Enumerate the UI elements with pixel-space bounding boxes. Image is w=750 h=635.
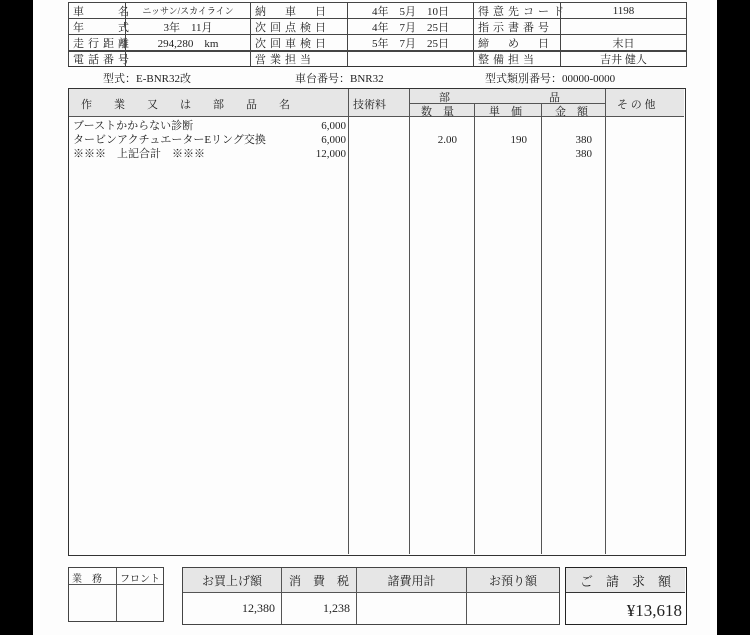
amount: 380 — [575, 134, 592, 146]
header-amount: 金 額 — [555, 106, 588, 118]
staff-front-label: フロント — [120, 574, 160, 585]
header-unit: 単 価 — [489, 106, 522, 118]
field-value: ニッサン/スカイライン — [125, 2, 251, 19]
field-value: 4年 7月 25日 — [347, 18, 474, 35]
totals-value — [466, 593, 559, 624]
unit-price: 190 — [510, 134, 527, 146]
quantity: 2.00 — [437, 134, 457, 146]
tech-fee: 6,000 — [321, 120, 346, 132]
field-label: 得意先コード — [473, 2, 561, 19]
totals-value — [356, 593, 466, 624]
header-tech: 技術料 — [353, 99, 386, 111]
field-label: 指示書番号 — [473, 18, 561, 35]
field-value: 5年 7月 25日 — [347, 34, 474, 51]
field-label: 締 め 日 — [473, 34, 561, 51]
field-label: 整備担当 — [473, 51, 561, 67]
field-label: 電話番号 — [68, 51, 126, 67]
field-value: 末日 — [560, 34, 687, 51]
totals-header: お買上げ額 — [201, 574, 262, 588]
invoice-total-box — [565, 567, 687, 625]
model-class-number: 型式類別番号：00000-0000 — [485, 73, 616, 85]
totals-header: お預り額 — [466, 568, 559, 593]
chassis-number: 車台番号：BNR32 — [295, 73, 384, 85]
field-value: 1198 — [560, 2, 687, 19]
amount: 380 — [575, 148, 592, 160]
field-label: 車 名 — [68, 2, 126, 19]
header-parts: 部 品 — [439, 92, 560, 104]
field-label: 走行距離 — [68, 34, 126, 51]
field-value — [560, 18, 687, 35]
totals-header: 消 費 税 — [281, 568, 356, 593]
tech-fee: 6,000 — [321, 134, 346, 146]
item-name: ※※※ 上記合計 ※※※ — [73, 148, 205, 160]
invoice-total-label: ご 請 求 額 — [566, 568, 685, 593]
field-value — [125, 51, 251, 67]
model-type: 型式：E-BNR32改 — [103, 73, 191, 85]
totals-header: 諸費用計 — [356, 568, 466, 593]
header-other: そ の 他 — [617, 99, 656, 111]
field-label: 次回点検日 — [250, 18, 348, 35]
field-label: 次回車検日 — [250, 34, 348, 51]
header-name: 作 業 又 は 部 品 名 — [81, 99, 290, 111]
field-value: 4年 5月 10日 — [347, 2, 474, 19]
totals-value: 12,380 — [242, 601, 275, 615]
work-table — [68, 88, 686, 556]
header-qty: 数 量 — [421, 106, 454, 118]
field-value: 294,280 km — [125, 34, 251, 51]
invoice-total-value: ¥13,618 — [626, 601, 682, 620]
invoice-page — [33, 0, 717, 635]
field-label: 年 式 — [68, 18, 126, 35]
field-value: 吉井 健人 — [560, 51, 687, 67]
field-value — [347, 51, 474, 67]
totals-value: 1,238 — [281, 593, 356, 624]
item-name: タービンアクチュエーターEリング交換 — [73, 134, 266, 146]
field-value: 3年 11月 — [125, 18, 251, 35]
totals-table — [182, 567, 560, 625]
item-name: ブーストかからない診断 — [73, 120, 194, 132]
field-label: 納 車 日 — [250, 2, 348, 19]
staff-business-label: 業 務 — [72, 574, 102, 585]
staff-box — [68, 567, 164, 622]
tech-fee: 12,000 — [315, 148, 346, 160]
field-label: 営業担当 — [250, 51, 348, 67]
